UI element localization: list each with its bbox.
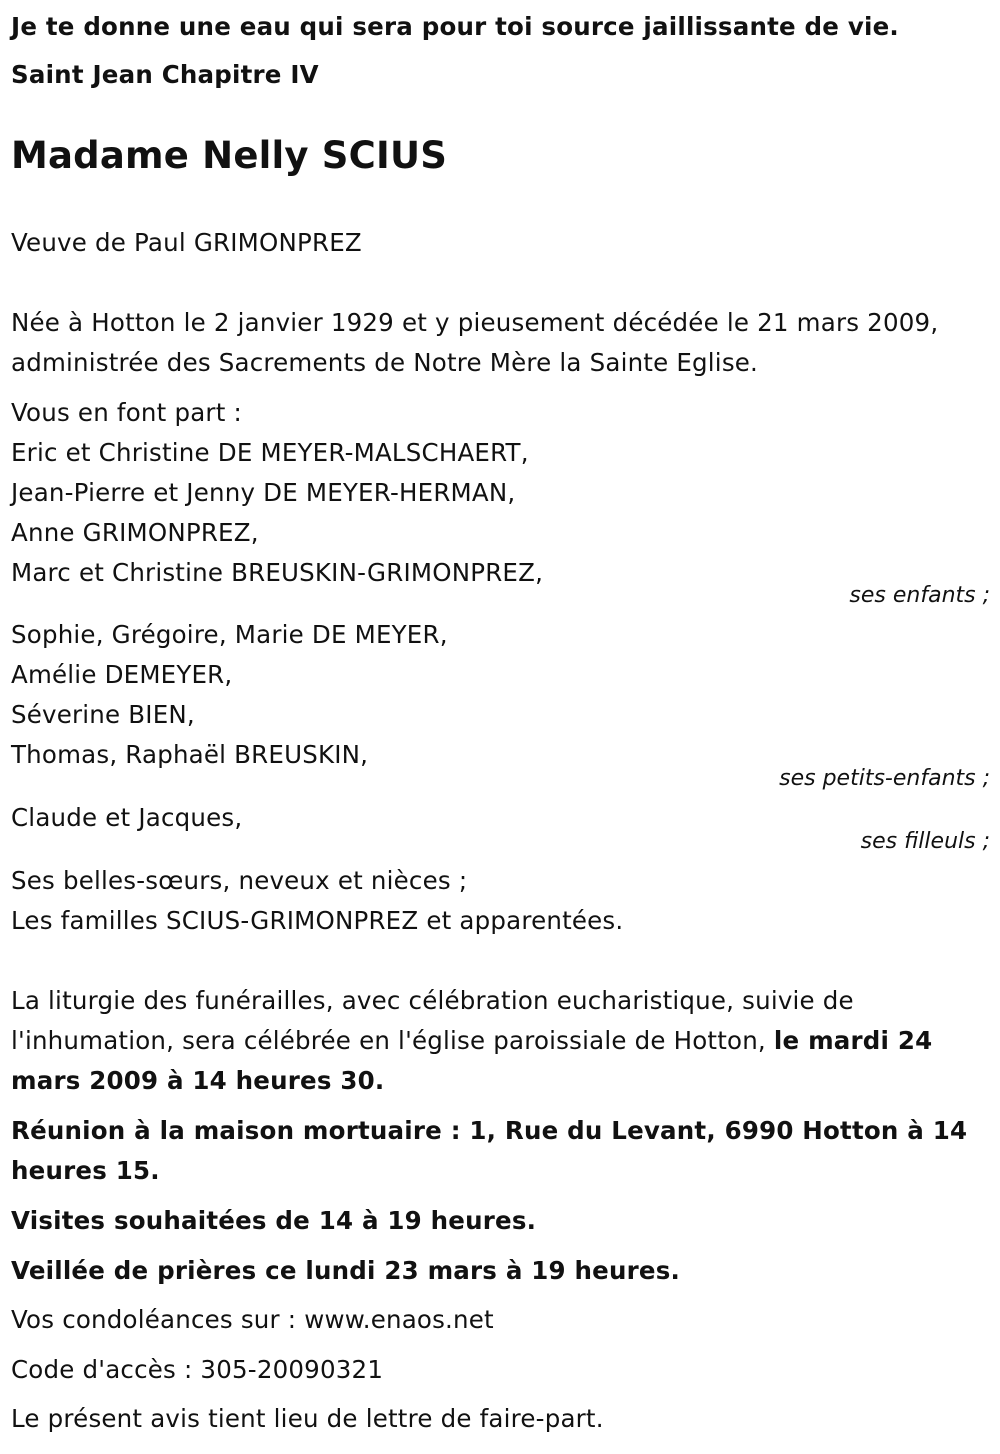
grandchild-name: Amélie DEMEYER,: [11, 660, 233, 689]
grandchildren-role: ses petits-enfants ;: [779, 766, 990, 791]
funeral-date-start: le mardi 24: [773, 1026, 933, 1055]
meeting-line-1: Réunion à la maison mortuaire : 1, Rue du Levant, 6990 Hotton à 14: [11, 1116, 968, 1145]
funeral-line-1: La liturgie des funérailles, avec célébration eucharistique, suivie de: [11, 986, 854, 1015]
relatives-line: Les familles SCIUS-GRIMONPREZ et apparentées.: [11, 906, 624, 935]
epigraph-source: Saint Jean Chapitre IV: [11, 60, 319, 89]
relatives-line: Ses belles-sœurs, neveux et nièces ;: [11, 866, 468, 895]
deceased-name: Madame Nelly SCIUS: [11, 134, 448, 177]
child-name: Eric et Christine DE MEYER-MALSCHAERT,: [11, 438, 529, 467]
funeral-line-2: [11, 1026, 932, 1056]
condolences-line: Vos condoléances sur : www.enaos.net: [11, 1305, 494, 1334]
child-name: Marc et Christine BREUSKIN-GRIMONPREZ,: [11, 558, 544, 587]
children-role: ses enfants ;: [849, 583, 990, 608]
visits-line: Visites souhaitées de 14 à 19 heures.: [11, 1206, 537, 1235]
spouse-line: Veuve de Paul GRIMONPREZ: [11, 228, 362, 257]
grandchild-name: Sophie, Grégoire, Marie DE MEYER,: [11, 620, 448, 649]
child-name: Anne GRIMONPREZ,: [11, 518, 259, 547]
birth-death-line-1: Née à Hotton le 2 janvier 1929 et y pieusement décédée le 21 mars 2009,: [11, 308, 939, 337]
announcement-intro: Vous en font part :: [11, 398, 242, 427]
child-name: Jean-Pierre et Jenny DE MEYER-HERMAN,: [11, 478, 516, 507]
notice-line: Le présent avis tient lieu de lettre de faire-part.: [11, 1404, 604, 1433]
funeral-date-end: mars 2009 à 14 heures 30.: [11, 1066, 385, 1095]
godchildren-role: ses filleuls ;: [860, 829, 990, 854]
epigraph-quote: Je te donne une eau qui sera pour toi source jaillissante de vie.: [11, 12, 899, 41]
vigil-line: Veillée de prières ce lundi 23 mars à 19 heures.: [11, 1256, 680, 1285]
grandchild-name: Séverine BIEN,: [11, 700, 195, 729]
access-code-line: Code d'accès : 305-20090321: [11, 1355, 384, 1384]
funeral-place: l'inhumation, sera célébrée en l'église paroissiale de Hotton,: [11, 1026, 774, 1055]
birth-death-line-2: administrée des Sacrements de Notre Mère la Sainte Eglise.: [11, 348, 759, 377]
godchildren-names: Claude et Jacques,: [11, 803, 243, 832]
meeting-line-2: heures 15.: [11, 1156, 160, 1185]
grandchild-name: Thomas, Raphaël BREUSKIN,: [11, 740, 369, 769]
